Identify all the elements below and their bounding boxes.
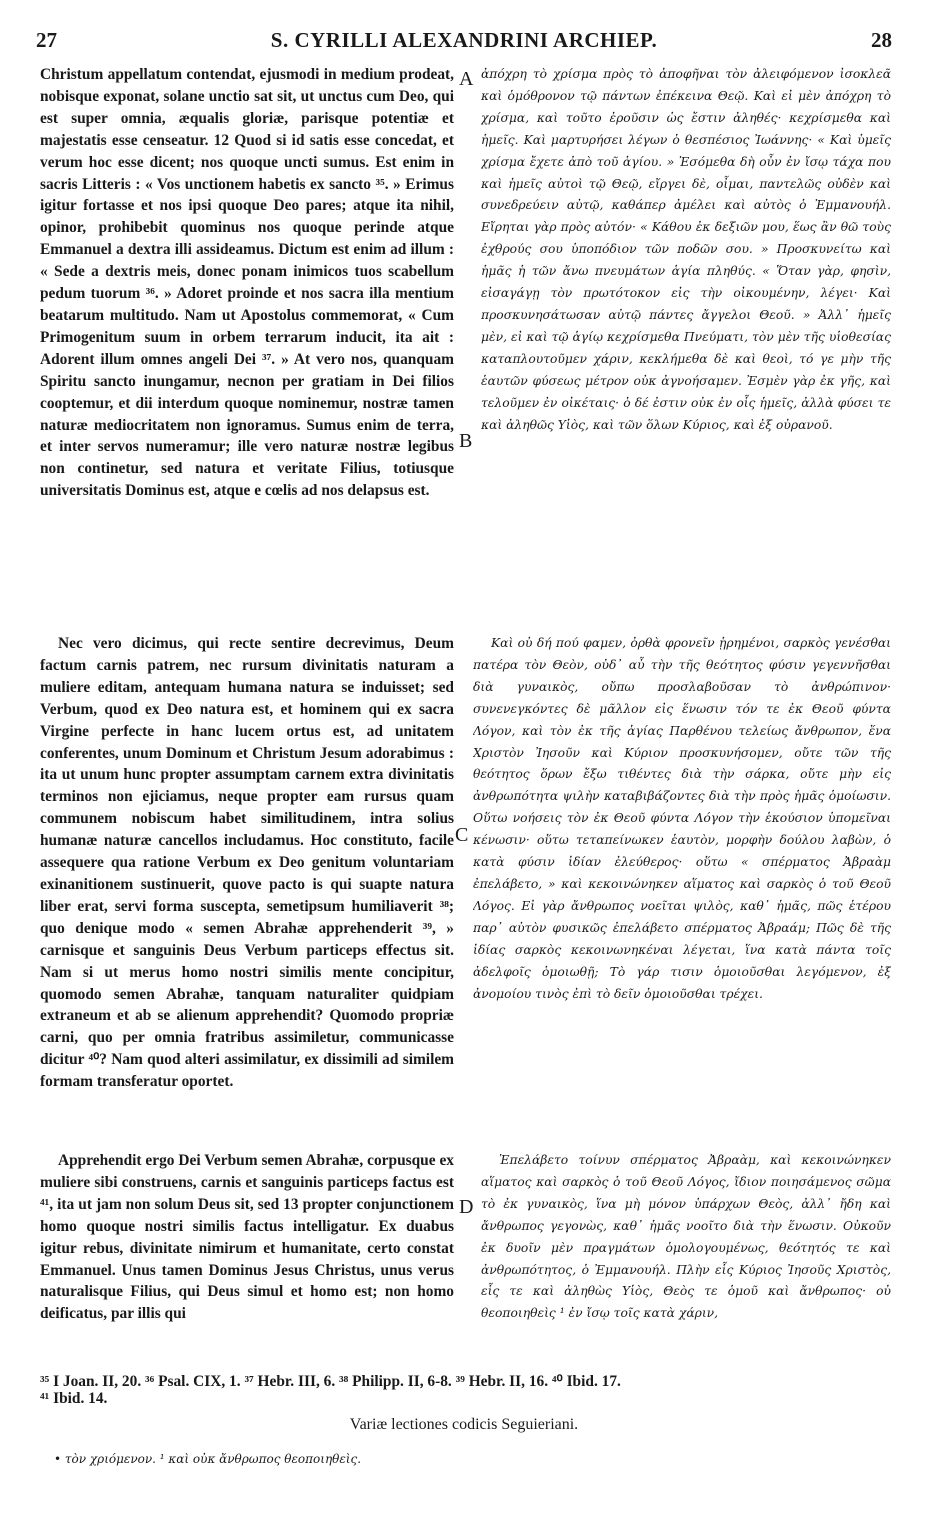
greek-text-block-3 bbox=[481, 1150, 891, 1366]
greek-paragraph: Ἐπελάβετο τοίνυν σπέρματος Ἀβραὰμ, καὶ κεκοινώνηκεν αἵματος καὶ σαρκὸς ὁ τοῦ Θεοῦ Λόγος, ἴδιον ποιησάμενος σῶμα τὸ ἐκ γυναικὸς, ἵνα μὴ μόνον ὑπάρχων Θεὸς, ἀλλ᾽ ἤδη καὶ ἄνθρωπος γεγονὼς, καθ᾽ ἡμᾶς νοοῖτο διὰ τὴν ἕνωσιν. Οὐκοῦν ἐκ δυοῖν μὲν πραγμάτων ὁμολογουμένως, θεότητός τε καὶ ἀνθρωπότητος, ὁ Ἐμμανουήλ. Πλὴν εἷς Κύριος Ἰησοῦς Χριστὸς, εἷς τε καὶ ἀληθὼς Υἱὸς, Θεὸς τε ὁμοῦ καὶ ἄνθρωπος· οὐ θεοποιηθεὶς ¹ ἐν ἴσῳ τοῖς κατὰ χάριν, bbox=[481, 1153, 891, 1321]
margin-letter-a: A bbox=[459, 68, 474, 90]
latin-paragraph: Christum appellatum contendat, ejusmodi in medium prodeat, nobisque exponat, solane unctio sat sit, ut unctus cum Deo, qui est super omnia, æqualis gloriæ, parisque potentiæ et majestatis esse censeatur. 12 Quod si id satis esse concedat, et verum hoc esse dicent; nos quoque uncti sumus. Est enim in sacris Litteris : « Vos unctionem habetis ex sancto ³⁵. » Erimus igitur fortasse et nos ipsi quoque Deo pares; atque ita nihil, opinor, prohibebit quominus nos quoque perinde atque Emmanuel a dextra illi assideamus. Dictum est enim ad illum : « Sede a dextris meis, donec ponam inimicos tuos scabellum pedum tuorum ³⁶. » Adoret proinde et nos sacra illa mentium beatarum multitudo. Nam ut Apostolus commemorat, « Cum Primogenitum suum in orbem terrarum inducit, ita ait : Adorent illum omnes angeli Dei ³⁷. » At vero nos, quanquam Spiritu sancto inungamur, necnon per gratiam in Dei filios cooptemur, et dii interdum quoque nominemur, nostræ tamen naturæ mediocritatem non ignoramus. Sumus enim de terra, et inter servos numeramur; ille vero naturæ nostræ legibus non continetur, sed natura et veritate Filius, totiusque universitatis Dominus est, atque e cœlis ad nos delapsus est. bbox=[40, 66, 454, 500]
greek-text-block-2 bbox=[473, 633, 891, 1073]
latin-paragraph: Nec vero dicimus, qui recte sentire decrevimus, Deum factum carnis patrem, nec rursum divinitatis naturam a muliere editam, antequam humana natura se induisset; sed Verbum, quod ex Deo natura est, et hominem qui ex sacra Virgine perfecte in hanc lucem ortus est, ad unitatem conferentes, unum Dominum et Christum Jesum adorabimus : ita ut unum hunc propter assumptam carnem extra divinitatis terminos non ejiciamus, neque propter eam rursus quam communem nobiscum habet similitudinem, intra solius humanæ naturæ cancellos includamus. Hoc constituto, facile assequere qua ratione Verbum ex Deo genitum voluntariam exinanitionem sustinuerit, quove pacto is qui suapte natura liber erat, servi forma suscepta, semetipsum humiliaverit ³⁸; quo denique modo « semen Abrahæ apprehenderit ³⁹, » carnisque et sanguinis Deus Verbum particeps effectus sit. Nam si ut merus homo nostri similis mente concipitur, quomodo semen Abrahæ, tanquam naturaliter quidpiam extraneum et ab se alienum apprehendit? Quomodo propriæ carni, quo per omnia fratribus assimiletur, communicasse dicitur ⁴⁰? Nam quod alteri assimilatur, ex dissimili ad similem formam transferatur oportet. bbox=[40, 635, 454, 1091]
page-number-right: 28 bbox=[871, 28, 892, 52]
variae-lectiones-heading: Variæ lectiones codicis Seguieriani. bbox=[349, 1416, 579, 1433]
greek-paragraph: ἀπόχρη τὸ χρίσμα πρὸς τὸ ἀποφῆναι τὸν ἀλειφόμενον ἰσοκλεᾶ καὶ ὁμόθρονον τῷ πάντων ἐπέκεινα Θεῷ. Καὶ εἰ μὲν ἀπόχρη τὸ χρίσμα, καὶ τοῦτο ἐροῦσιν ὡς ἔστιν ἀληθές· κεχρίσμεθα καὶ ἡμεῖς. Καὶ μαρτυρήσει λέγων ὁ θεσπέσιος Ἰωάννης· « Καὶ ὑμεῖς χρίσμα ἔχετε ἀπὸ τοῦ ἁγίου. » Ἐσόμεθα δὴ οὖν ἐν ἴσῳ τάχα που καὶ ἡμεῖς αὐτοὶ τῷ Θεῷ, εἴργει δὲ, οἶμαι, παντελῶς οὐδὲν καὶ συνεδρεύειν αὐτῷ, καθάπερ ἀμέλει καὶ αὐτὸς ὁ Ἐμμανουήλ. Εἴρηται γὰρ πρὸς αὐτόν· « Κάθου ἐκ δεξιῶν μου, ἕως ἂν θῶ τοὺς ἐχθρούς σου ὑποπόδιον τῶν ποδῶν σου. » Προσκυνείτω καὶ ἡμᾶς ἡ τῶν ἄνω πνευμάτων ἁγία πληθύς. « Ὅταν γὰρ, φησὶν, εἰσαγάγῃ τὸν πρωτότοκον εἰς τὴν οἰκουμένην, λέγει· Καὶ προσκυνησάτωσαν αὐτῷ πάντες ἄγγελοι Θεοῦ. » Ἀλλ᾽ ἡμεῖς μὲν, εἰ καὶ τῷ ἁγίῳ κεχρίσμεθα Πνεύματι, τὸν μὲν τῆς υἱοθεσίας καταπλουτοῦμεν χάριν, κεκλήμεθα δὲ καὶ θεοὶ, τό γε μὴν τῆς ἑαυτῶν φύσεως μέτρον οὐκ ἀγνοήσαμεν. Ἐσμὲν γὰρ ἐκ γῆς, καὶ τελοῦμεν ἐν οἰκέταις· ὁ δέ ἐστιν οὐκ ἐν οἷς ἡμεῖς, ἀλλὰ φύσει τε καὶ ἀληθῶς Υἱὸς, καὶ τῶν ὅλων Κύριος, καὶ ἐξ οὐρανοῦ. bbox=[481, 67, 891, 432]
margin-letter-d: D bbox=[459, 1196, 474, 1218]
latin-text-block-2 bbox=[40, 633, 454, 1113]
latin-paragraph: Apprehendit ergo Dei Verbum semen Abrahæ, corpusque ex muliere sibi construens, carnis et sanguinis particeps factus est ⁴¹, ita ut jam non solum Deus sit, sed 13 propter conjunctionem homo quoque nostri similis factus intelligatur. Ex duabus igitur rebus, divinitate nimirum et humanitate, certo constat Emmanuel. Unus tamen Dominus Jesus Christus, unus verus naturalisque Filius, qui Deus simul et homo est; non homo deificatus, par illis qui bbox=[40, 1152, 454, 1323]
running-title: S. CYRILLI ALEXANDRINI ARCHIEP. bbox=[270, 28, 658, 52]
margin-letter-b: B bbox=[459, 430, 473, 452]
greek-text-block-1 bbox=[481, 64, 891, 576]
footnote-line: ³⁵ I Joan. II, 20. ³⁶ Psal. CIX, 1. ³⁷ Hebr. III, 6. ³⁸ Philipp. II, 6-8. ³⁹ Hebr. II, 16. ⁴⁰ Ibid. 17. bbox=[40, 1373, 621, 1390]
footnote-line: ⁴¹ Ibid. 14. bbox=[40, 1390, 108, 1407]
latin-text-block-3 bbox=[40, 1150, 454, 1366]
page-header bbox=[36, 28, 892, 58]
page-number-left: 27 bbox=[36, 28, 57, 52]
greek-paragraph: Καὶ οὐ δή πού φαμεν, ὀρθὰ φρονεῖν ᾑρημένοι, σαρκὸς γενέσθαι πατέρα τὸν Θεὸν, οὐδ᾽ αὖ τὴν τῆς θεότητος φύσιν γεγεννῆσθαι διὰ γυναικὸς, οὔπω προσλαβοῦσαν τὸ ἀνθρώπινον· συνενεγκόντες δὲ μᾶλλον εἰς ἕνωσιν τόν τε ἐκ Θεοῦ φύντα Λόγον, καὶ τὸν ἐκ τῆς ἁγίας Παρθένου τελείως ἄνθρωπον, ἕνα Χριστὸν Ἰησοῦν καὶ Κύριον προσκυνήσομεν, οὔτε τῶν τῆς θεότητος ὅρων ἔξω τιθέντες διὰ τὴν σάρκα, οὔτε μὴν εἰς ἀνθρωπότητα ψιλὴν καταβιβάζοντες διὰ τὴν πρὸς ἡμᾶς ὁμοίωσιν. Οὕτω νοήσεις τὸν ἐκ Θεοῦ φύντα Λόγον τὴν ἑκούσιον ὑπομεῖναι κένωσιν· οὕτω τεταπείνωκεν ἑαυτὸν, μορφὴν δούλου λαβὼν, ὁ κατὰ φύσιν ἰδίαν ἐλεύθερος· οὕτω « σπέρματος Ἀβραὰμ ἐπελάβετο, » καὶ κεκοινώνηκεν αἵματος καὶ σαρκὸς ὁ τοῦ Θεοῦ Λόγος. Εἰ γὰρ ἄνθρωπος νοεῖται ψιλὸς, καθ᾽ ἡμᾶς, πῶς ἑτέρου παρ᾽ αὐτὸν φυσικῶς ἐπελάβετο σπέρματος Ἀβραάμ; Πῶς δὲ τῆς ἰδίας σαρκὸς κεκοινωνηκέναι λέγεται, ἵνα κατὰ πάντα τοῖς ἀδελφοῖς ὁμοιωθῇ; Τὸ γάρ τισιν ὁμοιοῦσθαι λεγόμενον, ἐξ ἀνομοίου τινὸς ἐπὶ τὸ δεῖν ὁμοιοῦσθαι τρέχει. bbox=[473, 636, 891, 1001]
variae-lectiones-note: • τὸν χριόμενον. ¹ καὶ οὐκ ἄνθρωπος θεοποιηθεὶς. bbox=[54, 1452, 362, 1466]
latin-text-block-1 bbox=[40, 64, 454, 576]
margin-letter-c: C bbox=[455, 824, 469, 846]
